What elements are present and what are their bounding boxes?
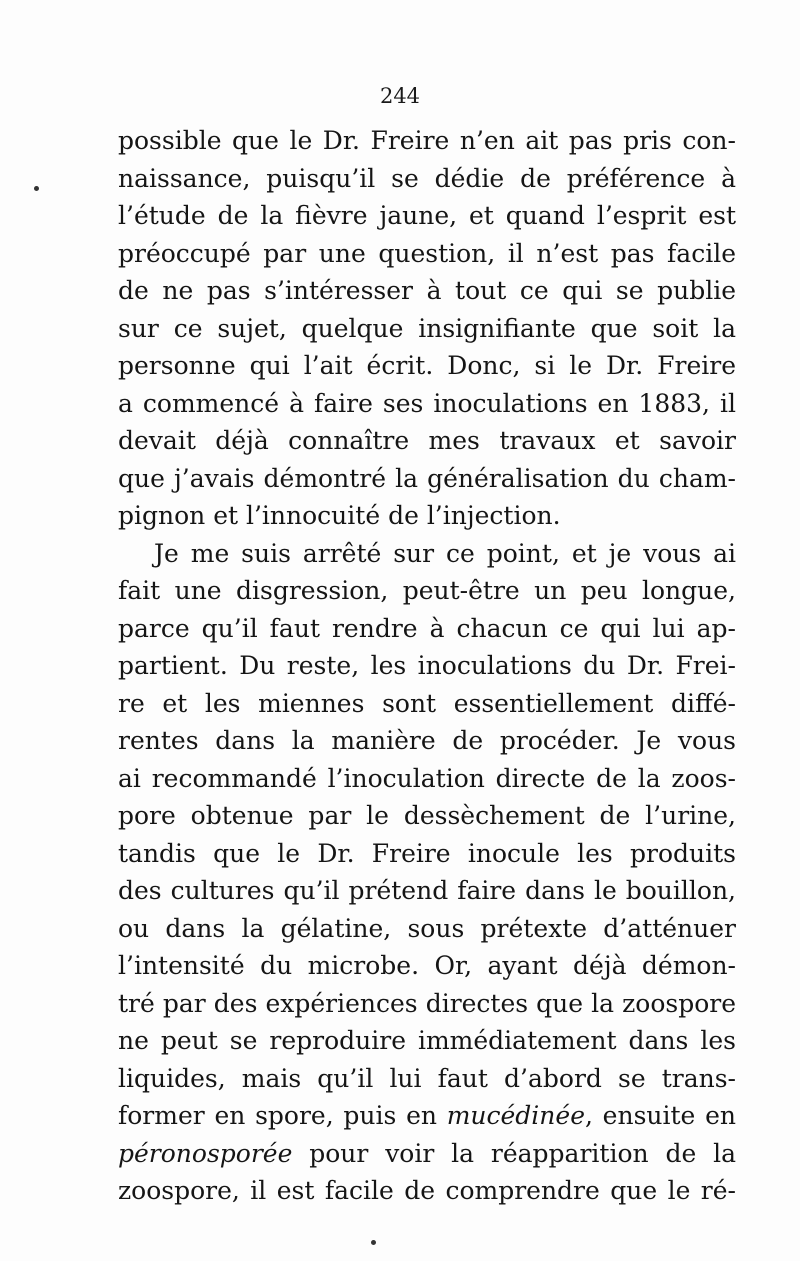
text-line: ou dans la gélatine, sous prétexte d’atténuer — [118, 913, 736, 943]
print-speck — [34, 186, 39, 191]
text-line: l’étude de la fièvre jaune, et quand l’esprit est — [118, 201, 736, 230]
text-line: personne qui l’ait écrit. Donc, si le Dr. Freire — [118, 351, 736, 380]
text-line: tré par des expériences directes que la zoospore — [118, 988, 736, 1018]
page-number: 244 — [379, 84, 421, 108]
paragraph-end-line: pignon et l’innocuité de l’injection. — [118, 501, 561, 530]
text-line: sur ce sujet, quelque insignifiante que soit la — [118, 313, 736, 343]
text-line: a commencé à faire ses inoculations en 1883, il — [118, 388, 736, 418]
text-line: pore obtenue par le dessèchement de l’urine, — [118, 801, 736, 830]
text-line: re et les miennes sont essentiellement diffé- — [118, 688, 736, 718]
text-line: tandis que le Dr. Freire inocule les produits — [118, 838, 736, 868]
text-line: que j’avais démontré la généralisation du cham- — [118, 463, 736, 493]
text-line: ne peut se reproduire immédiatement dans les — [118, 1026, 736, 1055]
italic-term-mucedinee: mucédinée — [446, 1101, 585, 1130]
text-line: naissance, puisqu’il se dédie de préférence à — [118, 163, 736, 193]
line-plain-text: pour voir la réapparition de la — [292, 1138, 736, 1168]
text-line: préoccupé par une question, il n’est pas facile — [118, 238, 736, 268]
text-line: zoospore, il est facile de comprendre que le ré- — [118, 1176, 736, 1205]
text-line: fait une disgression, peut-être un peu longue, — [118, 576, 736, 605]
print-speck — [371, 1240, 376, 1245]
text-line: ai recommandé l’inoculation directe de la zoos- — [118, 763, 736, 793]
line-plain-text: former en spore, puis en — [118, 1101, 447, 1130]
text-line: de ne pas s’intéresser à tout ce qui se publie — [118, 276, 736, 305]
paragraph-start-line: Je me suis arrêté sur ce point, et je vous ai — [154, 538, 736, 568]
text-line: rentes dans la manière de procéder. Je vous — [118, 726, 736, 755]
body-text — [118, 122, 736, 1210]
text-line: devait déjà connaître mes travaux et savoir — [118, 426, 736, 455]
text-line: parce qu’il faut rendre à chacun ce qui lui ap- — [118, 613, 736, 643]
text-line: partient. Du reste, les inoculations du Dr. Frei- — [118, 651, 736, 680]
text-line: possible que le Dr. Freire n’en ait pas pris con- — [118, 126, 736, 155]
text-line: des cultures qu’il prétend faire dans le bouillon, — [118, 876, 736, 905]
italic-term-peronosporee: péronosporée — [118, 1138, 293, 1168]
text-line: liquides, mais qu’il lui faut d’abord se trans- — [118, 1063, 736, 1093]
text-line-with-italic — [118, 1135, 736, 1173]
text-line: l’intensité du microbe. Or, ayant déjà démon- — [118, 951, 736, 980]
text-line-with-italic — [118, 1097, 736, 1135]
line-plain-text: , ensuite en — [585, 1101, 736, 1130]
